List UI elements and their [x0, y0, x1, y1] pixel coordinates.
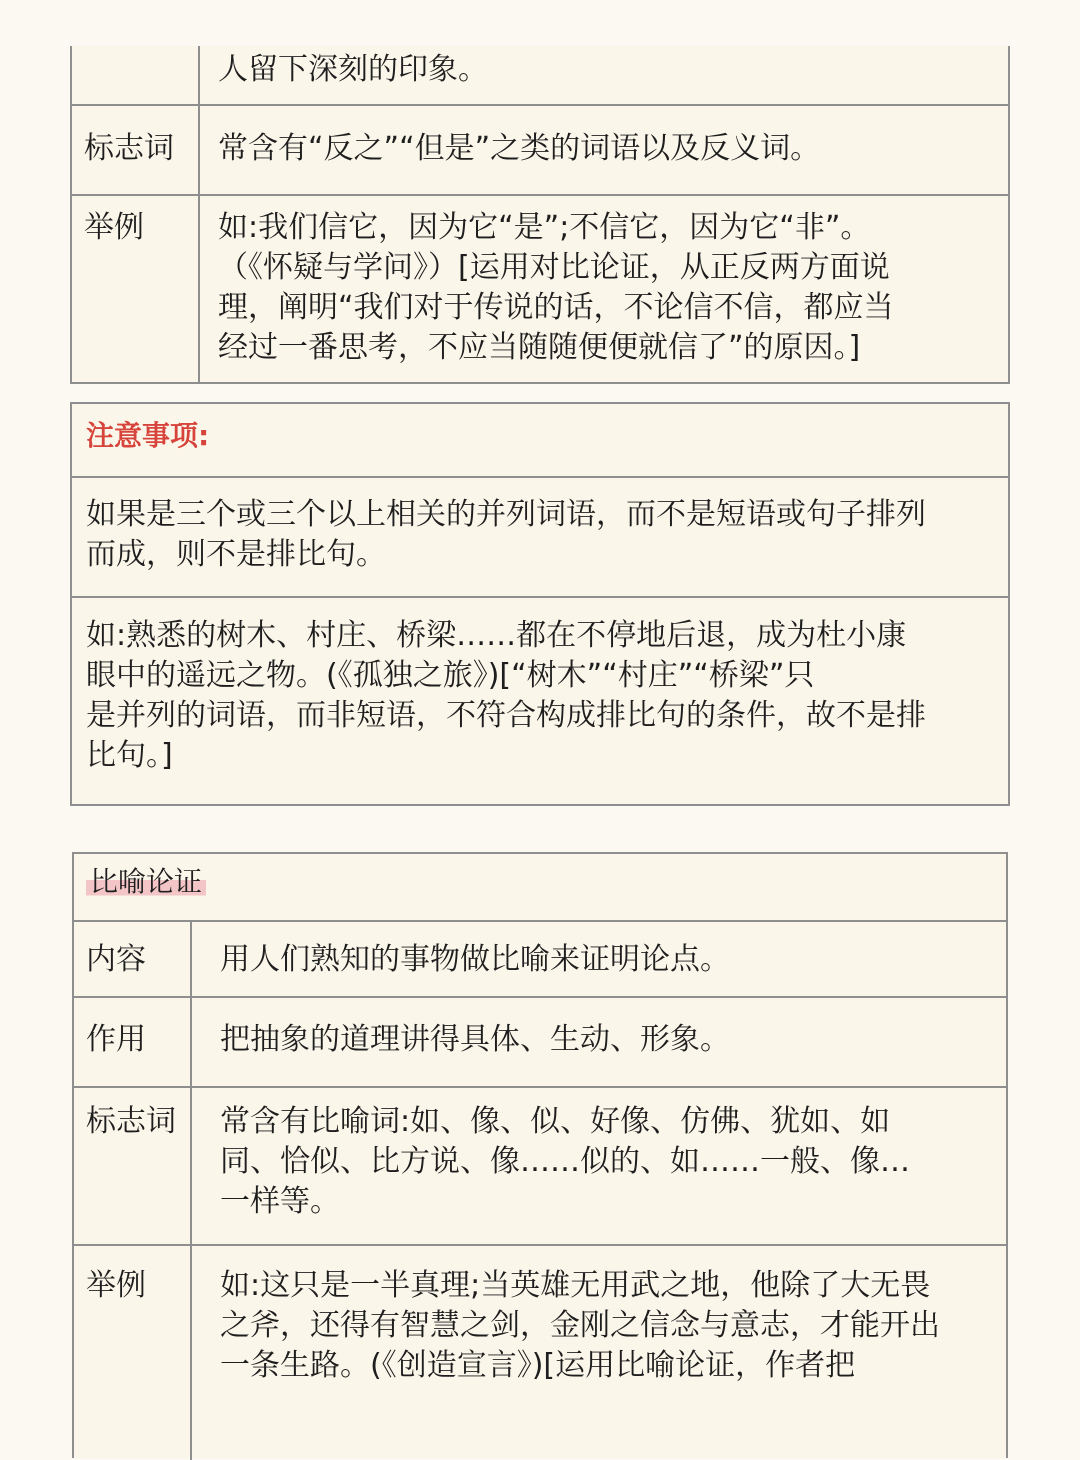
- row-label: [72, 106, 200, 194]
- row-content: [218, 46, 1008, 104]
- text-line: 而成，则不是排比句。: [86, 537, 386, 572]
- label-text: 举例: [86, 1268, 146, 1303]
- label-text: 标志词: [84, 131, 174, 166]
- row-label: [74, 998, 192, 1086]
- label-text: 作用: [86, 1022, 146, 1057]
- section-title-row: [74, 854, 1006, 922]
- row-text: 常含有“反之”“但是”之类的词语以及反义词。: [218, 131, 821, 166]
- table-row: [72, 46, 1008, 106]
- text-line: 一条生路。(《创造宣言》)[运用比喻论证，作者把: [220, 1348, 856, 1383]
- row-content: [220, 1088, 1006, 1244]
- table-row-marker-words: [74, 1088, 1006, 1246]
- text-line: 一样等。: [220, 1184, 340, 1219]
- table-row-content: [74, 922, 1006, 998]
- table-row-example: [74, 1246, 1006, 1460]
- text-line: （《怀疑与学问》）[运用对比论证，从正反两方面说: [218, 250, 890, 285]
- row-label: [74, 1246, 192, 1460]
- text-line: 之斧，还得有智慧之剑，金刚之信念与意志，才能开出: [220, 1308, 940, 1343]
- notice-rule-row: [72, 478, 1008, 598]
- table-row-example: [72, 196, 1008, 382]
- notice-title-row: [72, 404, 1008, 478]
- row-content: [220, 1246, 1006, 1460]
- row-label-empty: [72, 46, 200, 104]
- row-text: 把抽象的道理讲得具体、生动、形象。: [220, 1022, 730, 1057]
- text-line: 是并列的词语，而非短语，不符合构成排比句的条件，故不是排: [86, 698, 926, 733]
- text-line: 如果是三个或三个以上相关的并列词语，而不是短语或句子排列: [86, 497, 926, 532]
- row-label: [72, 196, 200, 382]
- notice-title: 注意事项:: [86, 419, 210, 452]
- text-line: 眼中的遥远之物。(《孤独之旅》)[“树木”“村庄”“桥梁”只: [86, 658, 815, 693]
- text-line: 同、恰似、比方说、像……似的、如……一般、像…: [220, 1144, 910, 1179]
- label-text: 举例: [84, 210, 144, 245]
- row-content: [220, 998, 1006, 1086]
- text-line: 经过一番思考，不应当随随便便就信了”的原因。]: [218, 330, 861, 365]
- table-row-effect: [74, 998, 1006, 1088]
- text-line: 如:我们信它，因为它“是”;不信它，因为它“非”。: [218, 210, 871, 245]
- row-label: [74, 922, 192, 996]
- row-content: [218, 106, 1008, 194]
- text-line: 如:熟悉的树木、村庄、桥梁……都在不停地后退，成为杜小康: [86, 618, 907, 653]
- notice-example-row: [72, 598, 1008, 804]
- text-line: 理，阐明“我们对于传说的话，不论信不信，都应当: [218, 290, 894, 325]
- row-text: 用人们熟知的事物做比喻来证明论点。: [220, 942, 730, 977]
- argument-table-contrast: [70, 46, 1010, 384]
- row-label: [74, 1088, 192, 1244]
- row-text: 人留下深刻的印象。: [218, 52, 488, 87]
- row-content: [218, 196, 1008, 382]
- text-line: 比句。]: [86, 738, 173, 773]
- label-text: 内容: [86, 942, 146, 977]
- text-line: 常含有比喻词:如、像、似、好像、仿佛、犹如、如: [220, 1104, 891, 1139]
- section-title: 比喻论证: [86, 864, 206, 900]
- text-line: 如:这只是一半真理;当英雄无用武之地，他除了大无畏: [220, 1268, 931, 1303]
- metaphor-argument-table: [72, 852, 1008, 1458]
- label-text: 标志词: [86, 1104, 176, 1139]
- table-row-marker-words: [72, 106, 1008, 196]
- notice-table: [70, 402, 1010, 806]
- row-content: [220, 922, 1006, 996]
